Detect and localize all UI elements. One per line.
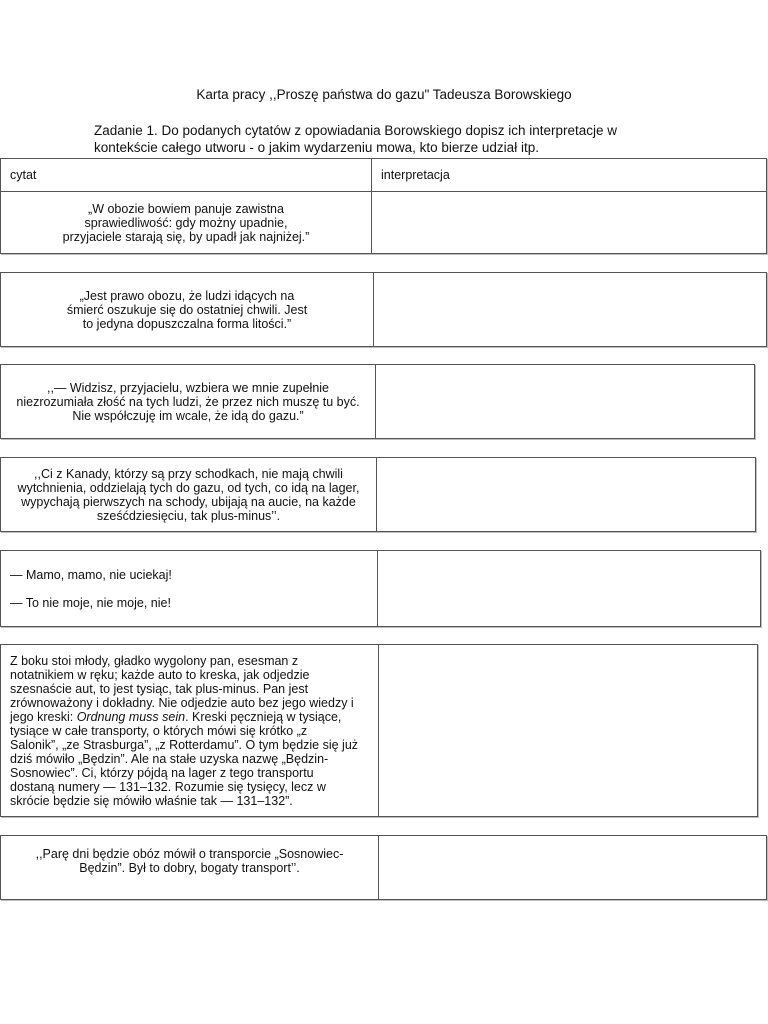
quote-3-line-1: ,,— Widzisz, przyjacielu, wzbiera we mnie zupełnie (46, 380, 330, 395)
task-instructions (94, 122, 674, 156)
quote-4-line-1: ,,Ci z Kanady, którzy są przy schodkach, nie mają chwili (34, 466, 343, 481)
quote-6-italic-phrase: Ordnung muss sein (76, 709, 186, 724)
interpretation-cell-5[interactable] (378, 551, 760, 626)
quote-table-3 (0, 364, 755, 439)
worksheet-title: Karta pracy ,,Proszę państwa do gazu" Tadeusza Borowskiego (196, 87, 572, 102)
task-line-2: kontekście całego utworu - o jakim wydarzeniu mowa, kto bierze udział itp. (94, 140, 539, 155)
quote-table-5 (0, 550, 761, 627)
quote-4-line-2: wytchnienia, oddzielają tych do gazu, od tych, co idą na lager, (17, 480, 360, 495)
interpretation-cell-4[interactable] (377, 458, 755, 531)
quote-6-line-11: skrócie będzie się mówiło właśnie tak — 131–132”. (10, 793, 293, 808)
quote-3-line-3: Nie współczuję im wcale, że idą do gazu.” (72, 408, 304, 423)
interpretation-cell-1[interactable] (372, 192, 766, 253)
quote-cell-2 (1, 273, 374, 346)
quote-6-line-10: dostaną numery — 131–132. Rozumie się tysięcy, lecz w (10, 779, 326, 794)
interpretation-cell-6[interactable] (379, 645, 757, 816)
quote-cell-3 (1, 365, 376, 438)
quote-cell-1 (1, 192, 372, 253)
quote-5-line-1: — Mamo, mamo, nie uciekaj! (10, 567, 172, 582)
quote-table-7 (0, 835, 767, 900)
quote-3-line-2: niezrozumiała złość na tych ludzi, że przez nich muszę tu być. (16, 394, 360, 409)
interpretation-cell-2[interactable] (374, 273, 766, 346)
quote-cell-4 (1, 458, 377, 531)
interpretation-cell-3[interactable] (376, 365, 754, 438)
quote-cell-6 (1, 645, 379, 816)
quote-6-line-1: Z boku stoi młody, gładko wygolony pan, esesman z (10, 653, 299, 668)
quote-6-italic-lead: jego kreski: (10, 709, 77, 724)
quote-2-line-1: „Jest prawo obozu, że ludzi idących na (79, 288, 295, 303)
quote-table-6 (0, 644, 758, 817)
quote-6-line-8: dziś mówiło „Będzin”. Ale na stałe uzyska nazwę „Będzin- (10, 751, 329, 766)
quote-6-italic-tail: . Kreski pęcznieją w tysiące, (185, 709, 342, 724)
quote-6-line-6: tysiące w całe transporty, o których mówi się krótko „z (10, 723, 308, 738)
quote-6-line-4: zrównoważony i dokładny. Nie odjedzie auto bez jego wiedzy i (10, 695, 354, 710)
quote-table-2 (0, 272, 767, 347)
quote-7-line-1: ,,Parę dni będzie obóz mówił o transporcie „Sosnowiec- (35, 847, 344, 861)
task-line-1: Zadanie 1. Do podanych cytatów z opowiadania Borowskiego dopisz ich interpretacje w (94, 123, 618, 138)
quote-1-line-3: przyjaciele starają się, by upadł jak najniżej.” (62, 229, 310, 244)
quote-4-line-4: sześćdziesięciu, tak plus-minus’’. (96, 508, 281, 523)
quote-cell-7 (1, 836, 379, 899)
interpretation-cell-7[interactable] (379, 836, 766, 899)
quote-2-line-2: śmierć oszukuje się do ostatniej chwili. Jest (66, 302, 308, 317)
quote-6-line-3: szesnaście aut, to jest tysiąc, tak plus-minus. Pan jest (10, 681, 309, 696)
quote-7-line-2: Będzin”. Był to dobry, bogaty transport’’. (79, 861, 300, 875)
quote-6-line-5 (10, 710, 369, 724)
quote-cell-5 (1, 551, 378, 626)
column-header-interpretation: interpretacja (381, 168, 450, 182)
quote-2-line-3: to jedyna dopuszczalna forma litości.” (82, 316, 292, 331)
quote-4-line-3: wypychają pierwszych na schody, ubijają na aucie, na każde (21, 494, 356, 509)
quote-6-line-9: Sosnowiec”. Ci, którzy pójdą na lager z tego transportu (10, 765, 314, 780)
quote-table-1 (0, 158, 767, 254)
column-header-quote: cytat (1, 159, 372, 191)
quote-5-line-2: — To nie moje, nie moje, nie! (10, 595, 171, 610)
quote-1-line-2: sprawiedliwość: gdy możny upadnie, (84, 215, 288, 230)
quote-6-line-7: Salonik”, „ze Strasburga”, „z Rotterdamu”. O tym będzie się już (10, 737, 359, 752)
quote-6-line-2: notatnikiem w ręku; każde auto to kreska, jak odjedzie (10, 667, 310, 682)
quote-1-line-1: „W obozie bowiem panuje zawistna (88, 201, 284, 216)
quote-table-4 (0, 457, 756, 532)
